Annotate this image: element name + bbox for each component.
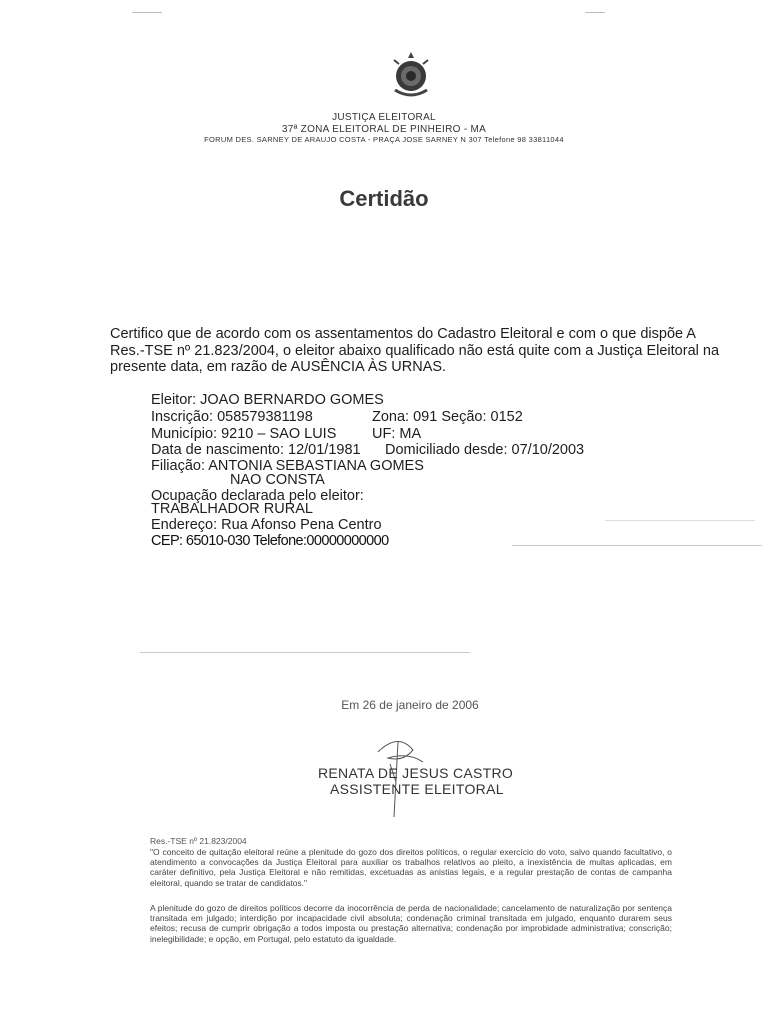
document-title: Certidão: [339, 186, 429, 211]
elector-occupation: TRABALHADOR RURAL: [151, 501, 313, 517]
elector-parentage: Filiação: ANTONIA SEBASTIANA GOMES: [151, 458, 424, 474]
elector-domicile-date: Domiciliado desde: 07/10/2003: [385, 442, 585, 458]
scan-artifact: [140, 652, 470, 653]
elector-registration: Inscrição: 058579381198: [151, 409, 313, 425]
elector-parentage-2: NAO CONSTA: [230, 472, 325, 488]
header-address: FORUM DES. SARNEY DE ARAUJO COSTA - PRAÇA JOSE SARNEY N 307 Telefone 98 33811044: [204, 135, 564, 144]
issue-date: Em 26 de janeiro de 2006: [341, 698, 479, 712]
header-zone: 37ª ZONA ELEITORAL DE PINHEIRO - MA: [281, 124, 487, 135]
header-institution: JUSTIÇA ELEITORAL: [332, 112, 436, 123]
elector-cep-phone: CEP: 65010-030 Telefone:00000000000: [151, 533, 389, 549]
footer-paragraph-2: A plenitude do gozo de direitos políticos decorre da inocorrência de perda de nacionalidade; cancelamento de naturalização por sentença transitada em julgado; interdição por incapacidade civil absoluta; condenação criminal transitada em julgado, enquanto durarem seus efeitos; recusa de cumprir obrigação a todos imposta ou prestação alternativa; condenação por improbidade administrativa; conscrição; inelegibilidade; e opção, em Portugal, pelo estatuto da igualdade.: [150, 903, 672, 944]
signatory-name: RENATA DE JESUS CASTRO: [318, 765, 514, 781]
elector-name: Eleitor: JOAO BERNARDO GOMES: [151, 392, 384, 408]
elector-zone-section: Zona: 091 Seção: 0152: [372, 409, 523, 425]
elector-info: [151, 392, 711, 552]
certification-text: Certifico que de acordo com os assentamentos do Cadastro Eleitoral e com o que dispõe A Res.-TSE nº 21.823/2004, o eleitor abaixo qualificado não está quite com a Justiça Eleitoral na presente data, em razão de AUSÊNCIA ÀS URNAS.: [110, 326, 720, 375]
footer-paragraph-1: "O conceito de quitação eleitoral reúne a plenitude do gozo dos direitos políticos, o regular exercício do voto, salvo quando facultativo, o atendimento a convocações da Justiça Eleitoral para auxiliar os trabalhos relativos ao pleito, a inexistência de multas aplicadas, em caráter definitivo, pela Justiça Eleitoral e não remitidas, excetuadas as anistias legais, e a regular prestação de contas de campanha eleitoral, quando se tratar de candidatos.": [150, 847, 672, 888]
elector-birth-date: Data de nascimento: 12/01/1981: [151, 442, 361, 458]
elector-state: UF: MA: [372, 426, 422, 442]
coat-of-arms-seal-icon: [391, 50, 431, 104]
elector-municipality: Município: 9210 – SAO LUIS: [151, 426, 337, 442]
scan-artifact: [585, 12, 605, 13]
footer-reference: Res.-TSE nº 21.823/2004: [150, 836, 247, 846]
signatory-role: ASSISTENTE ELEITORAL: [330, 781, 504, 797]
elector-address: Endereço: Rua Afonso Pena Centro: [151, 517, 382, 533]
elector-occupation-label: Ocupação declarada pelo eleitor:: [151, 488, 364, 504]
scan-artifact: [132, 12, 162, 13]
